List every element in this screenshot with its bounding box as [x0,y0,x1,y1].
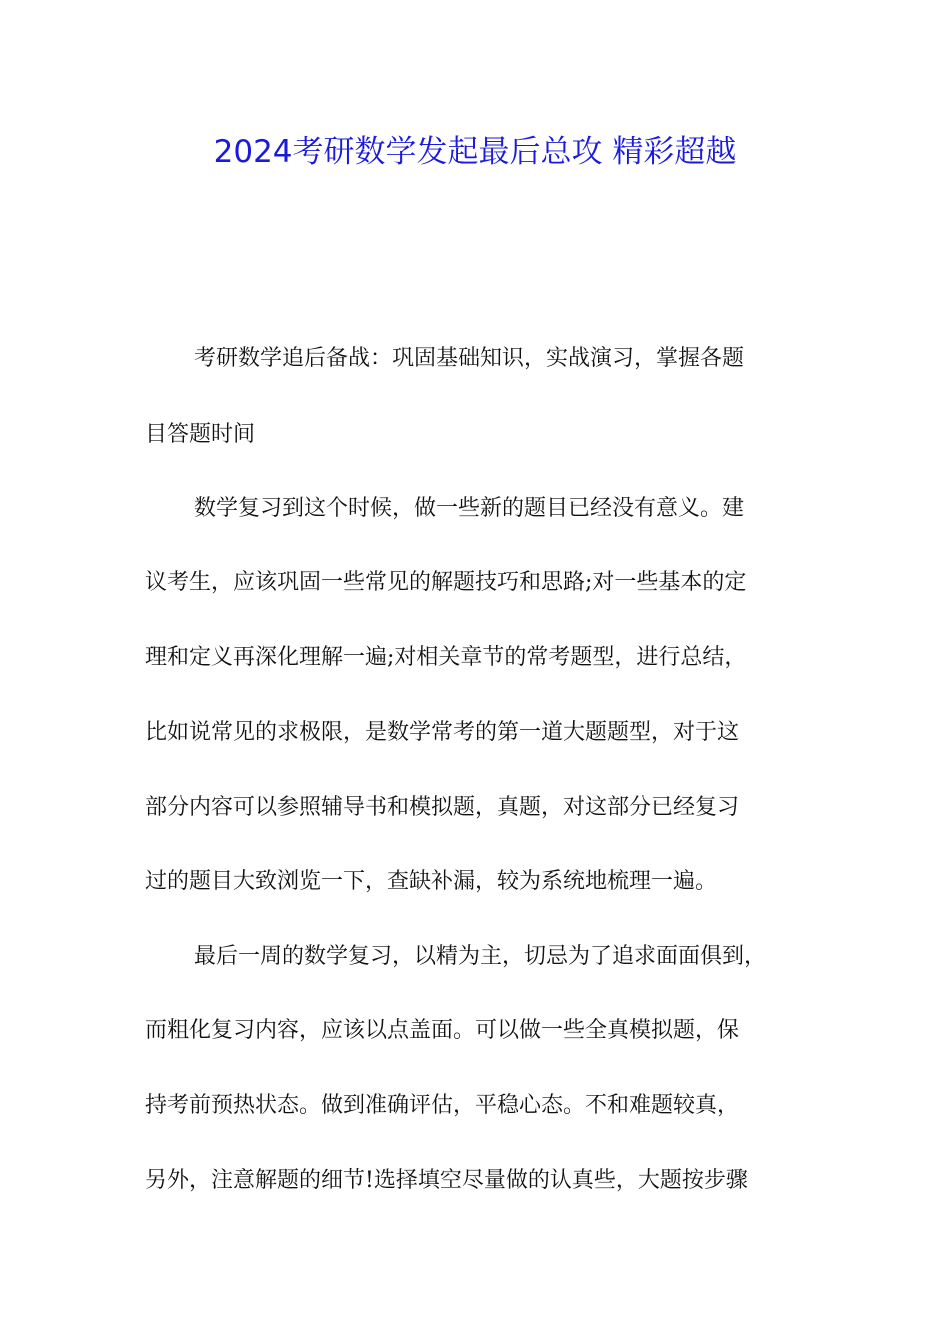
paragraph-3-line-4: 另外，注意解题的细节!选择填空尽量做的认真些，大题按步骤 [145,1168,748,1193]
paragraph-2-line-1: 数学复习到这个时候，做一些新的题目已经没有意义。建 [194,496,745,521]
paragraph-2-line-6: 过的题目大致浏览一下，查缺补漏，较为系统地梳理一遍。 [145,869,718,894]
paragraph-2-line-5: 部分内容可以参照辅导书和模拟题，真题，对这部分已经复习 [145,795,740,820]
paragraph-2-line-4: 比如说常见的求极限，是数学常考的第一道大题题型，对于这 [145,720,740,745]
paragraph-3-line-1: 最后一周的数学复习，以精为主，切忌为了追求面面俱到， [194,944,767,969]
paragraph-1-line-2: 目答题时间 [145,422,256,447]
paragraph-3-line-3: 持考前预热状态。做到准确评估，平稳心态。不和难题较真， [145,1093,740,1118]
paragraph-2-line-2: 议考生，应该巩固一些常见的解题技巧和思路;对一些基本的定 [145,570,747,595]
paragraph-1-line-1: 考研数学追后备战：巩固基础知识，实战演习，掌握各题 [194,346,745,371]
document-title: 2024考研数学发起最后总攻 精彩超越 [213,134,737,170]
paragraph-3-line-2: 而粗化复习内容，应该以点盖面。可以做一些全真模拟题，保 [145,1018,740,1043]
paragraph-2-line-3: 理和定义再深化理解一遍;对相关章节的常考题型，进行总结， [145,645,747,670]
